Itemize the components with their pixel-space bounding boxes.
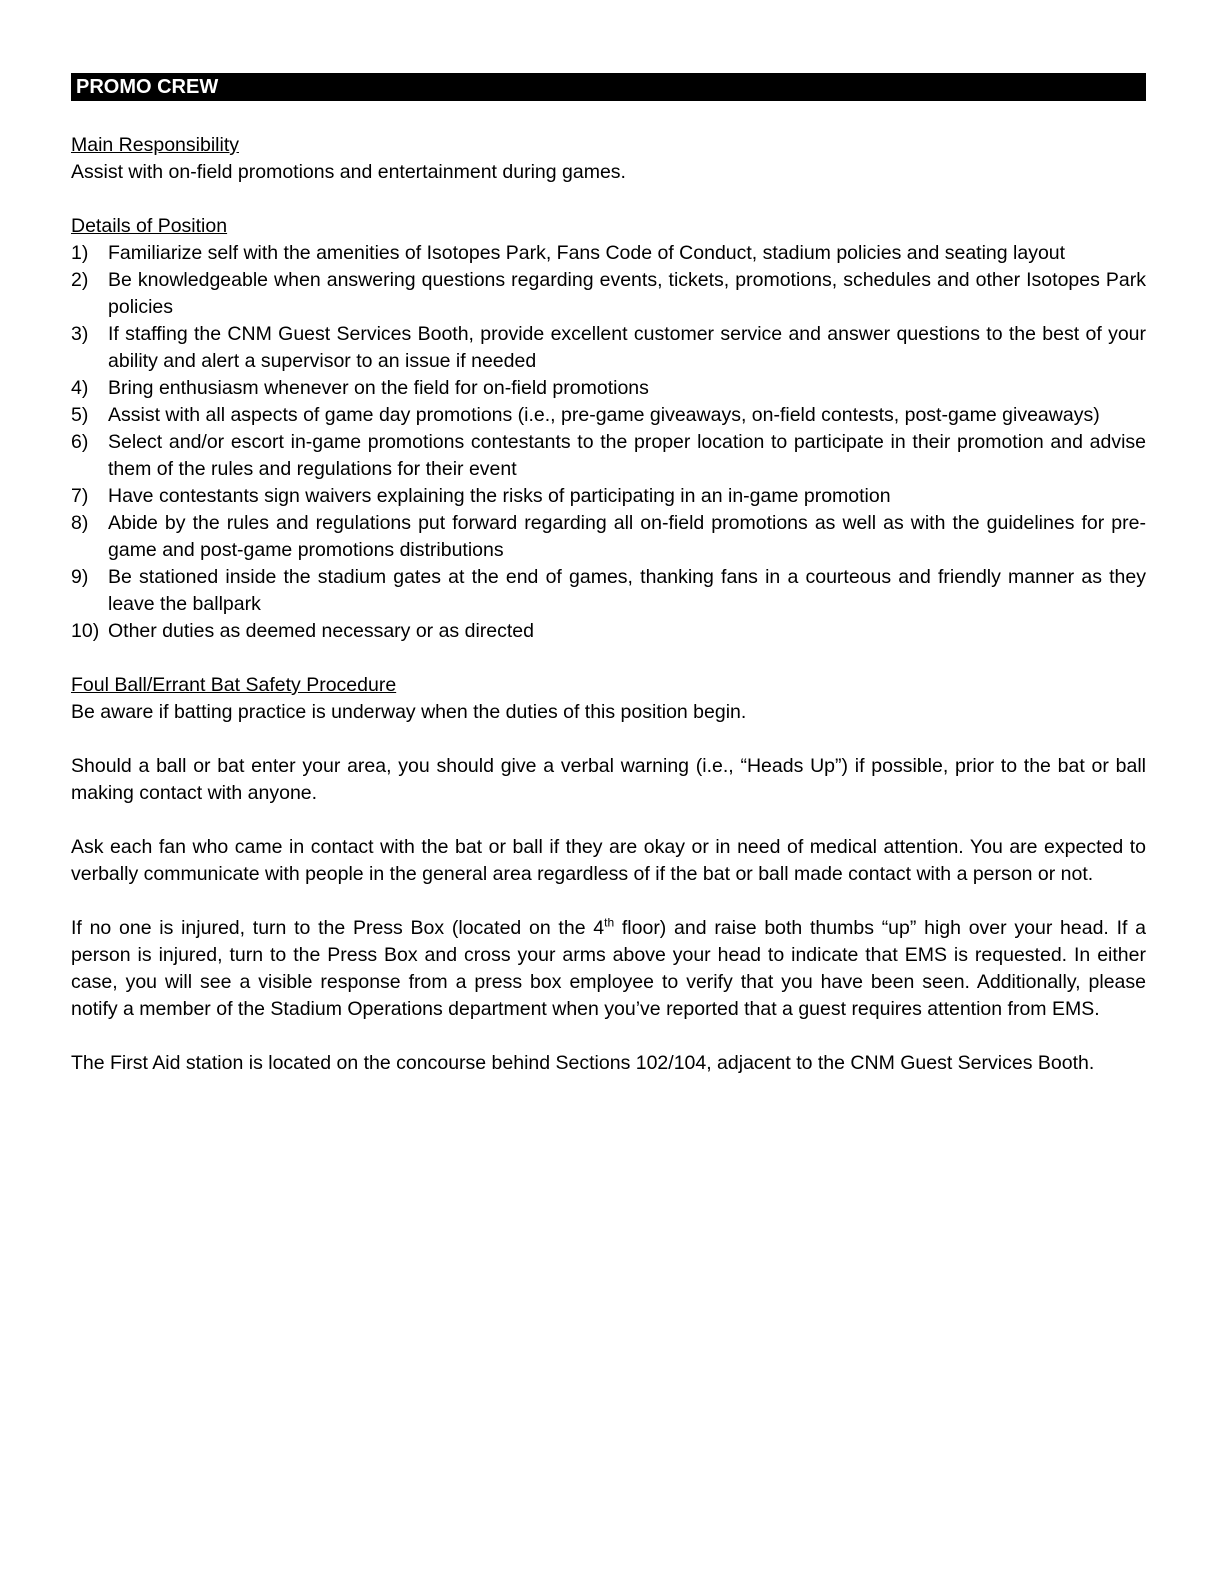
page-title: PROMO CREW [76,76,219,98]
section-title-bar [71,73,1146,101]
list-item-number: 4) [71,377,89,399]
list-item-number: 6) [71,431,89,453]
list-item-number: 3) [71,323,89,345]
list-item [71,618,1146,645]
list-item-text: Familiarize self with the amenities of Isotopes Park, Fans Code of Conduct, stadium policies and seating layout [108,242,1066,264]
foul-ball-paragraph-2: Should a ball or bat enter your area, you should give a verbal warning (i.e., “Heads Up”) if possible, prior to the bat or ball making contact with anyone. [71,755,1146,804]
list-item-text: Assist with all aspects of game day promotions (i.e., pre-game giveaways, on-field contests, post-game giveaways) [108,404,1100,426]
paragraph-4-before-sup: If no one is injured, turn to the Press Box (located on the 4 [71,917,605,939]
list-item-text: Be knowledgeable when answering questions regarding events, tickets, promotions, schedules and other Isotopes Park policies [108,269,1146,318]
ordinal-superscript: th [604,915,615,930]
first-aid-paragraph: The First Aid station is located on the concourse behind Sections 102/104, adjacent to the CNM Guest Services Booth. [71,1052,1095,1074]
list-item-number: 10) [71,620,100,642]
list-item [71,564,1146,618]
list-item [71,429,1146,483]
list-item-text: Be stationed inside the stadium gates at the end of games, thanking fans in a courteous and friendly manner as they leave the ballpark [108,566,1146,615]
list-item [71,375,1146,402]
list-item-number: 9) [71,566,89,588]
main-responsibility-text: Assist with on-field promotions and entertainment during games. [71,161,626,183]
list-item [71,321,1146,375]
list-item [71,483,1146,510]
heading-details-of-position: Details of Position [71,215,228,237]
heading-foul-ball-safety: Foul Ball/Errant Bat Safety Procedure [71,674,397,696]
list-item-text: If staffing the CNM Guest Services Booth, provide excellent customer service and answer questions to the best of your ability and alert a supervisor to an issue if needed [108,323,1146,372]
list-item-text: Select and/or escort in-game promotions contestants to the proper location to participate in their promotion and advise them of the rules and regulations for their event [108,431,1146,480]
list-item-number: 1) [71,242,89,264]
list-item-number: 7) [71,485,89,507]
list-item-number: 8) [71,512,89,534]
list-item-number: 2) [71,269,89,291]
list-item-number: 5) [71,404,89,426]
heading-main-responsibility: Main Responsibility [71,134,239,156]
list-item [71,510,1146,564]
list-item [71,402,1146,429]
list-item-text: Abide by the rules and regulations put forward regarding all on-field promotions as well as with the guidelines for pre-game and post-game promotions distributions [108,512,1146,561]
foul-ball-paragraph-4 [71,915,1146,1023]
foul-ball-paragraph-3: Ask each fan who came in contact with the bat or ball if they are okay or in need of medical attention. You are expected to verbally communicate with people in the general area regardless of if the bat or ball made contact with a person or not. [71,836,1146,885]
list-item-text: Have contestants sign waivers explaining the risks of participating in an in-game promotion [108,485,891,507]
details-of-position-list [71,240,1146,645]
list-item-text: Bring enthusiasm whenever on the field for on-field promotions [108,377,649,399]
list-item-text: Other duties as deemed necessary or as directed [108,620,534,642]
paragraph-4-after-sup: floor) and raise both thumbs “up” high over your head. If a person is injured, turn to the Press Box and cross your arms above your head to indicate that EMS is requested. In either case, you will see a visible response from a press box employee to verify that you have been seen. Additionally, please notify a member of the Stadium Operations department when you’ve reported that a guest requires attention from EMS. [71,917,1147,1020]
list-item [71,267,1146,321]
foul-ball-paragraph-1: Be aware if batting practice is underway when the duties of this position begin. [71,701,747,723]
list-item [71,240,1146,267]
